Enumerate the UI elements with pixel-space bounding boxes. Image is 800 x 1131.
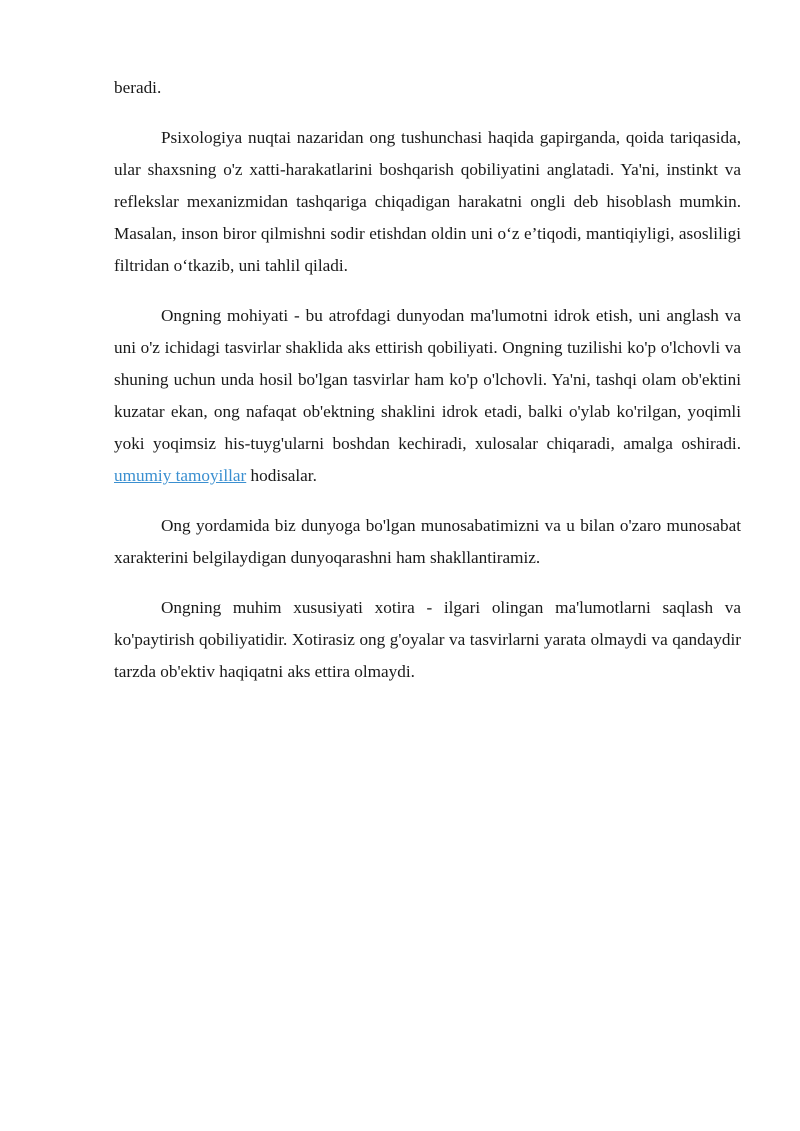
paragraph-memory: Ongning muhim xususiyati xotira - ilgari olingan ma'lumotlarni saqlash va ko'paytirish qobiliyatidir. Xotirasiz ong g'oyalar va tasvirlarni yarata olmaydi va qandaydir tarzda ob'ektiv haqiqatni aks ettira olmaydi. [114, 598, 741, 681]
paragraph-essence [114, 300, 741, 492]
paragraph-essence-tail: hodisalar. [250, 466, 317, 485]
link-general-principles[interactable]: umumiy tamoyillar [114, 466, 247, 485]
document-body [114, 72, 741, 706]
paragraph-continuation: beradi. [114, 78, 162, 97]
paragraph-psychology: Psixologiya nuqtai nazaridan ong tushunchasi haqida gapirganda, qoida tariqasida, ular shaxsning o'z xatti-harakatlarini boshqarish qobiliyatini anglatadi. Ya'ni, instinkt va reflekslar mexanizmidan tashqariga chiqadigan harakatni ongli deb hisoblash mumkin. Masalan, inson biror qilmishni sodir etishdan oldin uni o‘z e’tiqodi, mantiqiyligi, asosliligi filtridan o‘tkazib, uni tahlil qiladi. [114, 128, 741, 275]
paragraph-worldview: Ong yordamida biz dunyoga bo'lgan munosabatimizni va u bilan o'zaro munosabat xarakterini belgilaydigan dunyoqarashni ham shakllantiramiz. [114, 516, 741, 567]
paragraph-essence-text: Ongning mohiyati - bu atrofdagi dunyodan ma'lumotni idrok etish, uni anglash va uni o'z ichidagi tasvirlar shaklida aks ettirish qobiliyati. Ongning tuzilishi ko'p o'lchovli va shuning uchun unda hosil bo'lgan tasvirlar ham ko'p o'lchovli. Ya'ni, tashqi olam ob'ektini kuzatar ekan, ong nafaqat ob'ektning shaklini idrok etadi, balki o'ylab ko'rilgan, yoqimli yoki yoqimsiz his-tuyg'ularni boshdan kechiradi, xulosalar chiqaradi, amalga oshiradi. [114, 306, 741, 453]
